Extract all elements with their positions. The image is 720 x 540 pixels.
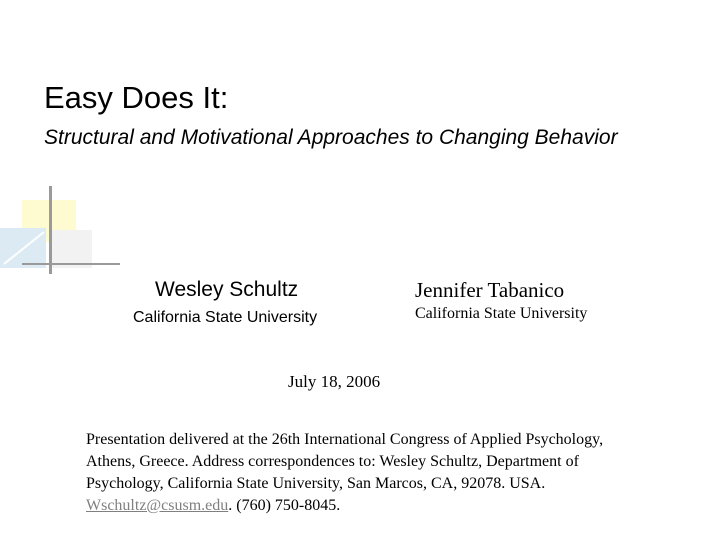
horizontal-rule xyxy=(22,263,120,265)
email-link[interactable]: Wschultz@csusm.edu xyxy=(86,497,229,514)
author-affiliation-2: California State University xyxy=(415,305,588,322)
slide-title: Easy Does It: xyxy=(44,80,229,115)
slide-subtitle: Structural and Motivational Approaches to Changing Behavior xyxy=(44,126,618,149)
decorative-squares-graphic xyxy=(0,186,120,276)
author-name-1: Wesley Schultz xyxy=(155,278,299,301)
presentation-date: July 18, 2006 xyxy=(288,372,381,391)
author-affiliation-1: California State University xyxy=(133,309,318,326)
author-name-2: Jennifer Tabanico xyxy=(415,278,565,302)
vertical-rule xyxy=(49,186,52,274)
presentation-note xyxy=(86,429,646,517)
note-text-end: . (760) 750-8045. xyxy=(228,497,341,514)
note-text: Presentation delivered at the 26th International Congress of Applied Psychology, Athens, Greece. Address correspondences to: Wesley Schultz, Department of Psychology, California State University, San Marcos, CA, 92078. USA. xyxy=(86,431,604,492)
diagonal-line-graphic xyxy=(0,230,48,266)
